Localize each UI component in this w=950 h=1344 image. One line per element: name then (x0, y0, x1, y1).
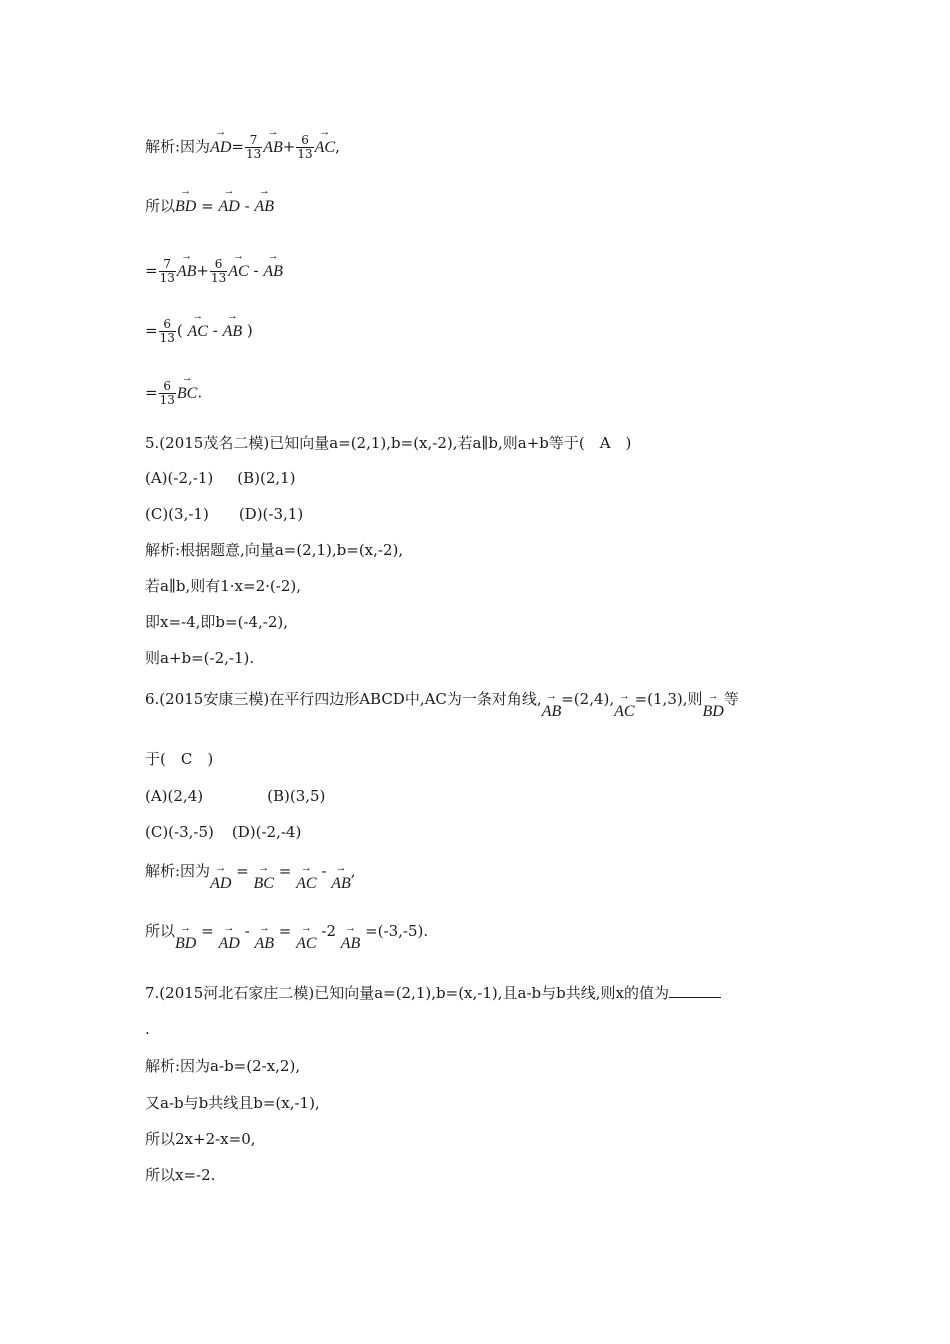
vector-bd: → BD (175, 932, 196, 954)
vector-ab: → AB (542, 700, 562, 722)
vector-ab: → AB (263, 260, 283, 282)
q6-solution-line-2: 所以→ BD = → AD - → AB = → AC -2 → AB =(-3,-5). (145, 920, 428, 942)
vector-ac: → AC (296, 932, 316, 954)
q6-option-b: (B)(3,5) (267, 787, 326, 805)
fraction: $\frac{6}{13}$ (297, 133, 313, 161)
q5-option-c: (C)(3,-1) (145, 505, 209, 523)
q6-stem-line-1: 6.(2015安康三模)在平行四边形ABCD中,AC为一条对角线,→ AB=(2,4),→ AC=(1,3),则→ BD等 (145, 688, 739, 710)
vector-ad: → AD (218, 195, 239, 217)
vector-ad: → AD (218, 932, 239, 954)
fraction: $\frac{6}{13}$ (159, 317, 175, 345)
q5-option-d: (D)(-3,1) (238, 505, 304, 523)
vector-ab: → AB (223, 320, 243, 342)
vector-bd: → BD (703, 700, 724, 722)
q6-option-a: (A)(2,4) (145, 787, 204, 805)
q6-options-row-2 (145, 822, 301, 842)
answer-blank (669, 983, 721, 998)
vector-ac: → AC (188, 320, 208, 342)
q5-stem: 5.(2015茂名二模)已知向量a=(2,1),b=(x,-2),若a∥b,则a+b等于( A ) (145, 434, 632, 452)
q4-solution-line-3: = $\frac{7}{13}$ → AB+ $\frac{6}{13}$ → AC - → AB (145, 258, 283, 285)
fraction: $\frac{6}{13}$ (210, 257, 227, 285)
vector-bd: → BD (175, 195, 196, 217)
vector-ab: → AB (254, 195, 274, 217)
q7-solution-line-1: 解析:因为a-b=(2-x,2), (145, 1057, 301, 1075)
vector-ab: → AB (331, 872, 351, 894)
vector-ad: → AD (210, 872, 231, 894)
vector-ac: → AC (614, 700, 634, 722)
q7-solution-line-4: 所以x=-2. (145, 1166, 216, 1184)
vector-bc: → BC (177, 382, 197, 404)
q4-solution-line-4: = $\frac{6}{13}$ ( → AC - → AB ) (145, 318, 253, 345)
fraction: $\frac{6}{13}$ (159, 379, 175, 407)
vector-ac: → AC (315, 136, 335, 158)
q7-solution-line-3: 所以2x+2-x=0, (145, 1130, 256, 1148)
fraction: $\frac{7}{13}$ (245, 133, 262, 161)
vector-ab: → AB (254, 932, 274, 954)
q6-stem-line-2: 于( C ) (145, 750, 214, 768)
q5-option-a: (A)(-2,-1) (145, 469, 214, 487)
q5-solution-line-1: 解析:根据题意,向量a=(2,1),b=(x,-2), (145, 541, 404, 559)
q5-options-row-2 (145, 504, 303, 524)
vector-ab: → AB (177, 260, 197, 282)
vector-ab: → AB (263, 136, 283, 158)
q4-solution-line-2: 所以→ BD = → AD - → AB (145, 195, 274, 217)
q5-option-b: (B)(2,1) (237, 469, 296, 487)
vector-ab: → AB (341, 932, 361, 954)
q7-solution-line-2: 又a-b与b共线且b=(x,-1), (145, 1094, 320, 1112)
vector-ac: → AC (228, 260, 248, 282)
vector-bc: → BC (254, 872, 274, 894)
q7-stem-end: . (145, 1020, 150, 1038)
q5-solution-line-3: 即x=-4,即b=(-4,-2), (145, 613, 289, 631)
q6-solution-line-1: 解析:因为→ AD = → BC = → AC - → AB, (145, 860, 356, 882)
q6-options-row-1 (145, 786, 325, 806)
q7-stem: 7.(2015河北石家庄二模)已知向量a=(2,1),b=(x,-1),且a-b与b共线,则x的值为 (145, 983, 721, 1003)
q6-option-c: (C)(-3,-5) (145, 823, 214, 841)
q4-solution-line-1: 解析:因为→ AD= $\frac{7}{13}$ → AB+ $\frac{6}{13}$ → AC, (145, 134, 340, 161)
q4-solution-line-5: = $\frac{6}{13}$ → BC. (145, 380, 202, 407)
vector-ac: → AC (296, 872, 316, 894)
q5-solution-line-4: 则a+b=(-2,-1). (145, 649, 255, 667)
q5-solution-line-2: 若a∥b,则有1·x=2·(-2), (145, 577, 301, 595)
q6-option-d: (D)(-2,-4) (231, 823, 302, 841)
fraction: $\frac{7}{13}$ (159, 257, 175, 285)
q5-options-row-1 (145, 468, 296, 488)
vector-ad: → AD (210, 136, 231, 158)
